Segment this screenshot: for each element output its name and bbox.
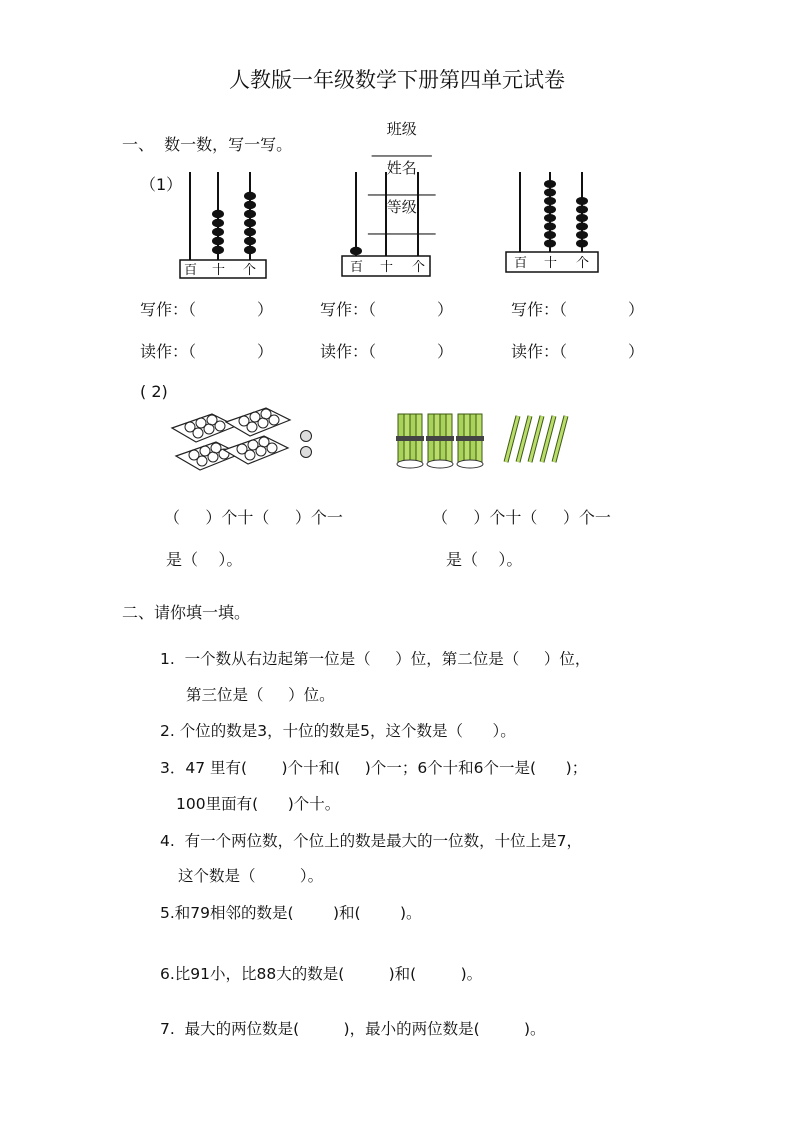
is-answer-sticks[interactable]: 是（ ）。 (446, 550, 523, 569)
question-3-line1[interactable]: 3．47 里有( )个十和( )个一；6个十和6个一是( )； (160, 759, 588, 777)
question-3-line2[interactable]: 100里面有( )个十。 (176, 795, 341, 813)
abacus-3 (504, 168, 600, 280)
is-answer-eggs[interactable]: 是（ ）。 (166, 550, 243, 569)
col-label-hundreds: 百 (184, 263, 198, 278)
write-answer-2[interactable]: 写作：（ ） (320, 300, 454, 319)
question-5[interactable]: 5.和79相邻的数是( )和( )。 (160, 904, 422, 922)
egg-tray (176, 442, 240, 470)
single-egg (301, 431, 312, 442)
question-1-line2[interactable]: 第三位是（ ）位。 (186, 686, 335, 704)
read-answer-1[interactable]: 读作：（ ） (140, 342, 274, 361)
col-label-tens: 十 (212, 263, 226, 278)
col-label-tens: 十 (380, 260, 394, 275)
abacus-2 (340, 168, 432, 280)
class-label: 班级 (386, 120, 417, 138)
read-answer-3[interactable]: 读作：（ ） (511, 342, 645, 361)
grade-blank[interactable]: _________ (368, 217, 436, 235)
col-label-hundreds: 百 (514, 256, 528, 271)
stick-bundle (456, 414, 484, 468)
stick-bundles-illustration (394, 410, 584, 470)
write-answer-3[interactable]: 写作：（ ） (511, 300, 645, 319)
question-4-line1[interactable]: 4. 有一个两位数，个位上的数是最大的一位数，十位上是7， (160, 832, 583, 850)
question-1-line1[interactable]: 1. 一个数从右边起第一位是（ ）位，第二位是（ ）位， (160, 650, 591, 668)
read-answer-2[interactable]: 读作：（ ） (320, 342, 454, 361)
bead-hundreds (350, 247, 362, 255)
name-label: 姓名 (386, 159, 417, 177)
question-7[interactable]: 7. 最大的两位数是( )，最小的两位数是( )。 (160, 1020, 546, 1038)
stick-bundle (426, 414, 454, 468)
single-egg (301, 447, 312, 458)
class-blank[interactable]: ________ (371, 139, 432, 157)
single-sticks (506, 416, 566, 462)
egg-tray (226, 408, 290, 436)
beads-ones (244, 192, 256, 254)
page-title: 人教版一年级数学下册第四单元试卷 (229, 68, 565, 92)
fill-line-eggs[interactable]: （ ）个十（ ）个一 (164, 508, 343, 527)
col-label-ones: 个 (243, 263, 257, 278)
abacus-1 (178, 168, 268, 280)
part2-label: ( 2) (140, 382, 168, 401)
section1-heading: 一、 数一数，写一写。 (122, 135, 293, 154)
name-blank[interactable]: _________ (368, 178, 436, 196)
egg-trays-illustration (170, 408, 320, 478)
part1-label: （1） (140, 175, 183, 194)
question-6[interactable]: 6.比91小，比88大的数是( )和( )。 (160, 965, 483, 983)
col-label-tens: 十 (544, 256, 558, 271)
col-label-ones: 个 (412, 260, 426, 275)
stick-bundle (396, 414, 424, 468)
col-label-ones: 个 (576, 256, 590, 271)
egg-tray (224, 436, 288, 464)
write-answer-1[interactable]: 写作：（ ） (140, 300, 274, 319)
egg-tray (172, 414, 236, 442)
question-4-line2[interactable]: 这个数是（ ）。 (178, 867, 324, 885)
col-label-hundreds: 百 (350, 260, 364, 275)
question-2[interactable]: 2. 个位的数是3，十位的数是5，这个数是（ ）。 (160, 722, 516, 740)
beads-tens (212, 210, 224, 254)
section2-heading: 二、请你填一填。 (122, 603, 251, 622)
grade-label: 等级 (386, 198, 417, 216)
fill-line-sticks[interactable]: （ ）个十（ ）个一 (432, 508, 611, 527)
